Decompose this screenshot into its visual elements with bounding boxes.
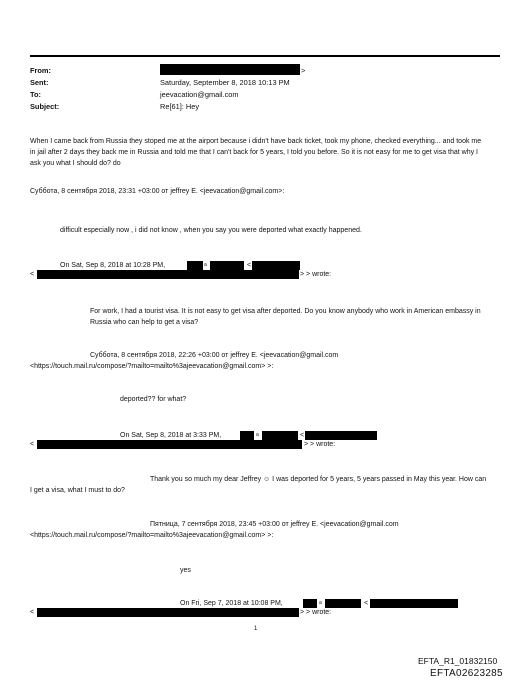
footer-reference-2: EFTA02623285 [430, 668, 503, 679]
lt-bracket: < [30, 609, 35, 616]
lt-bracket: < [364, 600, 369, 607]
lt-bracket: < [30, 441, 35, 448]
quote-4-text: Thank you so much my dear Jeffrey ☺ I was deported for 5 years, 5 years passed in May this year. How can I get a visa, what I must to do? [30, 476, 487, 494]
redacted-email [37, 608, 299, 617]
redaction-fragment: a [319, 600, 322, 606]
reply-paragraph: When I came back from Russia they stoped me at the airport because i didn't have back ticket, took my phone, checked everything... and took me in jail after 2 days they back me in Russia and told me that I can't back for 5 years, I told you before. So it is not easy for me to get visa that why I ask you what I should do? do [30, 138, 482, 167]
quote-2-on: On Sat, Sep 8, 2018 at 10:28 PM, [60, 262, 166, 269]
quote-5-attribution-line-1: Пятница, 7 сентября 2018, 23:45 +03:00 от jeffrey E. <jeevacation@gmail.com [150, 521, 399, 528]
quote-4-on: On Sat, Sep 8, 2018 at 3:33 PM, [120, 432, 222, 439]
redacted-block [210, 261, 244, 270]
from-value-tail: > [301, 66, 306, 75]
quote-1-attribution: Суббота, 8 сентября 2018, 23:31 +03:00 от jeffrey E. <jeevacation@gmail.com>: [30, 188, 285, 195]
redacted-block [252, 261, 300, 270]
redacted-block [370, 599, 458, 608]
lt-bracket: < [30, 271, 35, 278]
lt-bracket: < [247, 262, 252, 269]
quote-6-wrote: > > wrote: [300, 609, 332, 616]
quote-5-attribution-line-2: <https://touch.mail.ru/compose/?mailto=mailto%3ajeevacation@gmail.com> >: [30, 532, 274, 539]
redacted-block [187, 261, 203, 270]
quote-2-text: For work, I had a tourist visa. It is not easy to get visa after deported. Do you know anybody who work in American embassy in Russia who can help to get a visa? [90, 308, 481, 326]
redacted-email [37, 270, 299, 279]
quote-3-text: deported?? for what? [120, 396, 187, 403]
subject-value: Re[61]: Hey [160, 102, 200, 111]
quote-1-text: difficult especially now , i did not know , when you say you were deported what exactly happened. [60, 227, 362, 234]
lt-bracket: < [300, 432, 305, 439]
redacted-sender [160, 64, 300, 75]
subject-label: Subject: [30, 102, 60, 111]
from-label: From: [30, 66, 51, 75]
header-rule [30, 55, 500, 57]
quote-2-wrote: > > wrote: [300, 271, 332, 278]
quote-6-on: On Fri, Sep 7, 2018 at 10:08 PM, [180, 600, 283, 607]
redacted-email [37, 440, 302, 449]
redaction-fragment: a [204, 262, 207, 268]
to-label: To: [30, 90, 41, 99]
quote-3-attribution-line-2: <https://touch.mail.ru/compose/?mailto=mailto%3ajeevacation@gmail.com> >: [30, 363, 274, 370]
quote-4-wrote: > > wrote: [304, 441, 336, 448]
redacted-block [240, 431, 254, 440]
page-number: 1 [254, 626, 258, 632]
redacted-block [262, 431, 298, 440]
sent-label: Sent: [30, 78, 49, 87]
sent-value: Saturday, September 8, 2018 10:13 PM [160, 78, 290, 87]
quote-3-attribution-line-1: Суббота, 8 сентября 2018, 22:26 +03:00 от jeffrey E. <jeevacation@gmail.com [90, 352, 339, 359]
to-value: jeevacation@gmail.com [160, 90, 239, 99]
quote-5-text: yes [180, 567, 191, 574]
redaction-fragment: a [256, 432, 259, 438]
footer-reference-1: EFTA_R1_01832150 [418, 656, 498, 666]
